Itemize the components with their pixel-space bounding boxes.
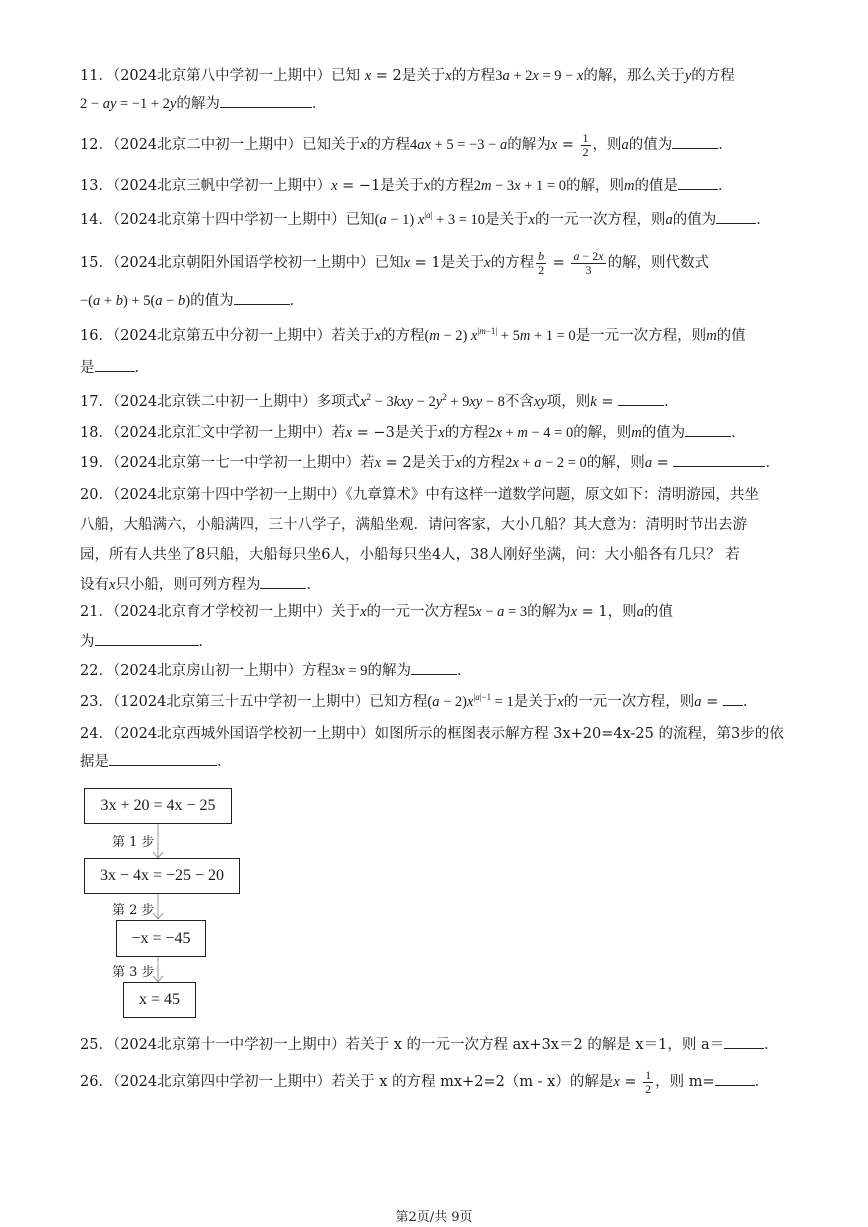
page-footer: 第2页/共 9页: [395, 1210, 473, 1225]
flowchart-step-1-label: 第 1 步: [112, 835, 155, 850]
question-17: 17．（2024北京铁二中初一上期中）多项式$x^2 - 3kxy - 2y^2 + 9xy - 8$不含xy项，则k = ．: [80, 392, 679, 410]
answer-blank[interactable]: [715, 1071, 755, 1086]
question-12: 12．（2024北京二中初一上期中）已知关于x的方程4ax + 5 = −3 − a的解为x = $\frac{1}{2}$ ，则a的值为 ．: [80, 130, 733, 159]
flowchart-box-1: 3x + 20 = 4x − 25: [84, 788, 232, 824]
flowchart-box-4: x = 45: [123, 982, 196, 1018]
question-13: 13．（2024北京三帆中学初一上期中）x = −1是关于x的方程2m − 3x + 1 = 0的解，则m的值是 ．: [80, 172, 792, 200]
answer-blank[interactable]: [724, 1034, 764, 1049]
question-24: 24．（2024北京西城外国语学校初一上期中）如图所示的框图表示解方程 3x+20=4x-25 的流程，第3步的依 据是 ．: [80, 726, 784, 770]
question-11: 11．（2024北京第八中学初一上期中）已知 x = 2是关于x的方程3a + 2x = 9 − x的解，那么关于y的方程 2 − ay = −1 + 2y的解为 ．: [80, 68, 735, 112]
flowchart-step-2-label: 第 2 步: [112, 903, 155, 918]
question-25: 25．（2024北京第十一中学初一上期中）若关于 x 的一元一次方程 ax+3x＝2 的解是 x＝1，则 a＝ ．: [80, 1031, 792, 1059]
question-16: 16．（2024北京第五中分初一上期中）若关于x的方程(m − 2) $x^{|m-1|} + 5m + 1 = 0$是一元一次方程，则m的值 是 ．: [80, 326, 746, 376]
question-22: 22．（2024北京房山初一上期中）方程3x = 9的解为 ．: [80, 657, 792, 685]
question-23: 23．（12024北京第三十五中学初一上期中）已知方程$(a - 2)x^{|a|-1} = 1$是关于x的一元一次方程，则a = ．: [80, 692, 758, 710]
question-18: 18．（2024北京汇文中学初一上期中）若x = −3是关于x的方程2x + m − 4 = 0的解，则m的值为 ．: [80, 419, 792, 447]
flowchart-box-2: 3x − 4x = −25 − 20: [84, 858, 240, 894]
flowchart-box-3: −x = −45: [116, 920, 206, 957]
question-20: 20．（2024北京第十四中学初一上期中）《九章算术》中有这样一道数学问题，原文如下：清明游园，共坐 八船，大船满六，小船满四，三十八学子，满船坐观．请问客家，大小几船？其大意为：清明时节出去游 园，所有人共坐了8只船，大船每只坐6人，小船每只坐4人，38人刚好坐满，问：大小船各有几只？ 若 设有x只小船，则可列方程为 ．: [80, 487, 759, 593]
question-21: 21．（2024北京育才学校初一上期中）关于x的一元一次方程5x − a = 3的解为x = 1，则a的值 为 ．: [80, 604, 673, 650]
question-15: 15．（2024北京朝阳外国语学校初一上期中）已知x = 1是关于x的方程 $\frac{b}{2}$ = $\frac{a - 2x}{3}$ 的解，则代数式 −(a + b) + 5(a − b)的值为 ．: [80, 248, 710, 309]
question-26: 26．（2024北京第四中学初一上期中）若关于 x 的方程 mx+2=2（m - x）的解是x = $\frac{1}{2}$ ，则 m= ．: [80, 1067, 770, 1096]
question-14: 14．（2024北京第十四中学初一上期中）已知(a − 1) $x^{|a|} + 3 = 10$是关于x的一元一次方程，则a的值为 ．: [80, 210, 771, 228]
question-19: 19．（2024北京第一七一中学初一上期中）若x = 2是关于x的方程2x + a − 2 = 0的解，则a = ．: [80, 449, 792, 477]
flowchart-step-3-label: 第 3 步: [112, 965, 155, 980]
